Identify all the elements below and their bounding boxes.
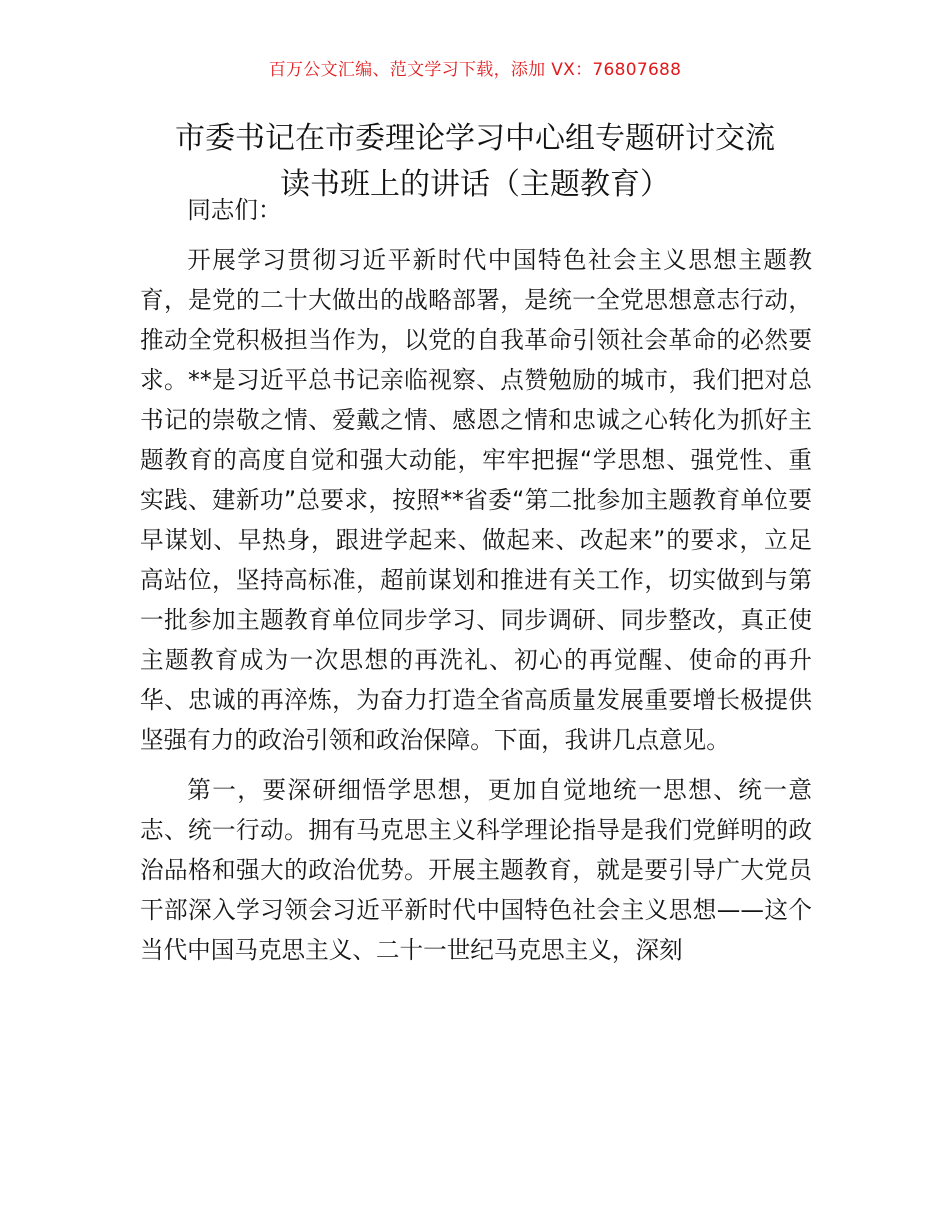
- greeting: 同志们：: [187, 196, 282, 224]
- title-line-1: 市委书记在市委理论学习中心组专题研讨交流: [175, 121, 775, 156]
- document-body: [140, 190, 812, 980]
- header-note: 百万公文汇编、范文学习下载，添加 VX：76807688: [268, 60, 682, 80]
- title-line-2: 读书班上的讲话（主题教育）: [280, 167, 670, 202]
- paragraph-first-point: 第一，要深研细悟学思想，更加自觉地统一思想、统一意志、统一行动。拥有马克思主义科学理论指导是我们党鲜明的政治品格和强大的政治优势。开展主题教育，就是要引导广大党员干部深入学习领会习近平新时代中国特色社会主义思想——这个当代中国马克思主义、二十一世纪马克思主义，深刻: [140, 776, 812, 964]
- paragraph-intro: 开展学习贯彻习近平新时代中国特色社会主义思想主题教育，是党的二十大做出的战略部署，是统一全党思想意志行动，推动全党积极担当作为，以党的自我革命引领社会革命的必然要求。**是习近平总书记亲临视察、点赞勉励的城市，我们把对总书记的崇敬之情、爱戴之情、感恩之情和忠诚之心转化为抓好主题教育的高度自觉和强大动能，牢牢把握“学思想、强党性、重实践、建新功”总要求，按照**省委“第二批参加主题教育单位要早谋划、早热身，跟进学起来、做起来、改起来”的要求，立足高站位，坚持高标准，超前谋划和推进有关工作，切实做到与第一批参加主题教育单位同步学习、同步调研、同步整改，真正使主题教育成为一次思想的再洗礼、初心的再觉醒、使命的再升华、忠诚的再淬炼，为奋力打造全省高质量发展重要增长极提供坚强有力的政治引领和政治保障。下面，我讲几点意见。: [140, 246, 812, 754]
